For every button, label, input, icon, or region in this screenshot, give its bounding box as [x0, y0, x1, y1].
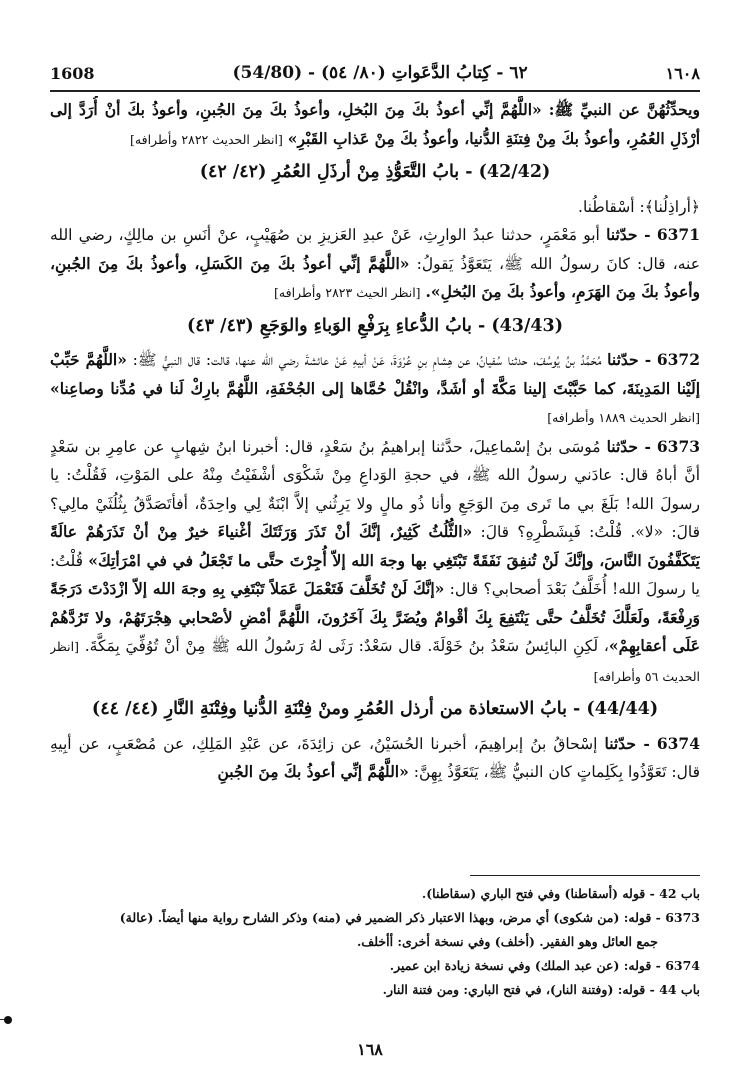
- hadith-text: مُوسَى بنُ إسْماعِيلَ، حدَّثنا إبراهيمُ بنُ سَعْدٍ، قال: أخبرنا ابنُ شِهابٍ عن عامِرِ بن سَعْدٍ أنَّ أباهُ قال: عادَني رسولُ الله ﷺ، في حجةِ الوَداعِ مِنْ شَكْوَى أشْفَيْتُ مِنْهُ على المَوْتِ، فَقُلْتُ: يا رسولَ الله! بَلَغَ بي ما تَرى مِنَ الوَجَعِ وأنا ذُو مالٍ ولا يَرِثُني إلاَّ ابْنَةٌ لِي واحِدَةٌ، أفأتَصَدَّقُ بِثُلُثَيْ مالِي؟ قالَ: «لا». قُلْتُ: فَبِشَطْرِهِ؟ قالَ:: [50, 437, 700, 541]
- footnote-rule: [470, 875, 700, 876]
- hadith-prayer: «اللَّهُمَّ حَبِّبْ إلَيْنا المَدِينَةَ، كما حَبَّبْتَ إلينا مَكَّةَ أو أشَدَّ، وانْقُلْ حُمَّاها إلى الجُحْفَةِ، اللَّهُمَّ بارِكْ لَنا في مُدِّنا وصاعِنا»: [50, 350, 700, 398]
- footnotes: [50, 882, 700, 1017]
- footnote: باب 44 - قوله: (وفتنة النار)، في فتح الباري: ومن فتنة النار.: [382, 982, 700, 997]
- running-header: [50, 58, 700, 88]
- hadith-number: 6374: [656, 733, 700, 753]
- hadith-prayer: «اللَّهُمَّ إنِّي أعوذُ بكَ مِنَ الجُبنِ: [217, 762, 409, 781]
- hadith-text: أبو مَعْمَرٍ، حدثنا عبدُ الوارِثِ، عَنْ عبدِ العَزيزِ بن صُهَيْبٍ، عنْ أنَسِ بن مالِكٍ، رضي الله عنه، قال: كانَ رسولُ الله ﷺ، يَتَعَوَّذُ يَقولُ:: [50, 226, 700, 273]
- footnote: 6374 - قوله: (عن عبد الملك) وفي نسخة زيادة ابن عمير.: [389, 958, 700, 973]
- chapter-42-heading: (42/42) - بابُ التَّعَوُّذِ مِنْ أرذَلِ العُمُرِ (٤٢/ ٤٢): [199, 162, 551, 182]
- main-text: [50, 96, 700, 841]
- hadith-ref: [انظر الحديث ١٨٨٩ وأطرافه]: [547, 410, 700, 425]
- hadith-prayer: «اللَّهُمَّ إنِّي أعوذُ بكَ مِنَ الكَسَلِ، وأعوذُ بكَ مِنَ الجُبنِ، وأعوذُ بكَ مِنَ الهَرَمِ، وأعوذُ بكَ مِنَ البُخلِ».: [50, 253, 700, 301]
- header-rule: [50, 90, 700, 92]
- hadith-6374: [50, 730, 700, 787]
- header-page-number-latin: 1608: [50, 63, 95, 83]
- hadith-prayer: «إنَّكَ لَنْ تُخَلَّفَ فَتَعْمَلَ عَمَلاً تَبْتَغِي بِهِ وجهَ الله إلاّ ازْدَدْتَ دَرَجَةً وَرِفْعَةً، ولَعَلَّكَ تُخَلَّفُ حتَّى يَنْتَفِعَ بِكَ أقْوامٌ ويُضَرَّ بِكَ آخَرُونَ، اللَّهُمَّ أمْضِ لأصْحابي هِجْرَتَهُمْ، ولا تَرُدَّهُمْ عَلَى أعقابِهِمْ»: [50, 579, 700, 655]
- hadith-text: ، لَكِنِ البائِسُ سَعْدُ بنُ خَوْلَةَ. قال سَعْدٌ: رَثَى لهُ رَسُولُ الله ﷺ مِنْ أنْ تُوُفِّيَ بِمَكَّةَ.: [84, 637, 609, 655]
- footnote: جمع العائل وهو الفقير. (أخلف) وفي نسخة أخرى: أأخلف.: [356, 934, 658, 949]
- hadith-text: إسْحاقُ بنُ إبراهِيمَ، أخبرنا الحُسَيْنُ، عن زائِدَةَ، عن عَبْدِ المَلِكِ، عن مُصْعَبٍ، عن أبِيهِ قال: تَعَوَّذُوا بِكَلِماتٍ كان النبيُّ ﷺ، يَتَعَوَّذُ بِهِنَّ:: [50, 734, 700, 781]
- header-chapter-title: ٦٢ - كِتابُ الدَّعَواتِ (٨٠/ ٥٤) - (54/80): [232, 63, 528, 83]
- hadith-6372: [50, 346, 700, 433]
- opening-text: ويحدِّثُهُنَّ عن النبيِّ ﷺ: «اللَّهُمَّ إنِّي أعوذُ بكَ مِنَ البُخلِ، وأعوذُ بكَ مِنَ الجُبنِ، وأعوذُ بكَ أنْ أُرَدَّ إلى أرْذَلِ العُمُرِ، وأعوذُ بكَ مِنْ فِتنَةِ الدُّنيا، وأعوذُ بكَ مِنْ عَذابِ القَبْرِ»: [50, 100, 700, 148]
- margin-dot: [4, 1016, 12, 1024]
- hadith-number: 6371: [656, 225, 700, 244]
- hadith-intro: - حدّثنا: [604, 733, 650, 753]
- footnote: باب 42 - قوله (أسقاطنا) وفي فتح الباري (سقاطنا).: [421, 886, 700, 901]
- chapter-44-heading: (44/44) - بابُ الاستعاذة من أرذل العُمُرِ ومنْ فِتْنَةِ الدُّنيا وفِتْنَةِ النَّارِ (٤٤/ ٤٤): [91, 699, 659, 719]
- hadith-text: مُحَمَّدُ بنُ يُوسُفَ، حدثنا سُفيانُ، عن هِشامِ بنِ عُرْوَةَ، عَنْ أبيهِ عَنْ عائشةَ رضي الله عنها، قالت: قال النبيُّ ﷺ:: [132, 351, 602, 369]
- hadith-ref: [انظر الحديث ٥٦ وأطرافه]: [50, 639, 700, 684]
- hadith-prayer: «الثُّلُثُ كَثِيرٌ، إنَّكَ أنْ تَذَرَ وَرَثَتَكَ أغْنياءَ خيرٌ مِنْ أنْ تَذَرَهُمْ عالَةً يَتَكَفَّفُونَ النَّاسَ، وإنَّكَ لَنْ تُنفِقَ نَفَقَةً تَبْتَغِي بها وجهَ الله إلاّ أُجِرْتَ حتَّى ما تَجْعَلُ في في امْرَأتِكَ»: [50, 522, 700, 570]
- hadith-intro: - حدّثنا: [606, 436, 651, 456]
- hadith-text: قُلْتُ: يا رسولَ الله! أُخَلَّفُ بَعْدَ أصحابي؟ قال:: [50, 551, 700, 598]
- hadith-intro: - حدّثنا: [606, 225, 651, 244]
- chapter-43-heading: (43/43) - بابُ الدُّعاءِ بِرَفْعِ الوَباءِ والوَجَعِ (٤٣/ ٤٣): [186, 315, 563, 336]
- page-number: ١٦٨: [357, 1040, 383, 1059]
- opening-paragraph: [50, 96, 700, 154]
- hadith-6371: [50, 221, 700, 308]
- chapter-42-gloss: ﴿أراذِلُنا﴾: أسْقاطُنا.: [578, 197, 700, 216]
- opening-ref: [انظر الحديث ٢٨٢٢ وأطرافه]: [130, 131, 283, 147]
- hadith-intro: - حدّثنا: [607, 350, 652, 369]
- hadith-6373: [50, 433, 700, 692]
- hadith-ref: [انظر الحيث ٢٨٢٣ وأطرافه]: [274, 285, 421, 300]
- header-page-number-arabic: ١٦٠٨: [665, 63, 700, 83]
- footnote: 6373 - قوله: (من شكوى) أي مرض، وبهذا الاعتبار ذكر الضمير في (منه) وذكر الشارح رواية منها أيضاً. (عالة): [119, 910, 700, 925]
- hadith-number: 6373: [656, 436, 700, 456]
- hadith-number: 6372: [656, 350, 700, 369]
